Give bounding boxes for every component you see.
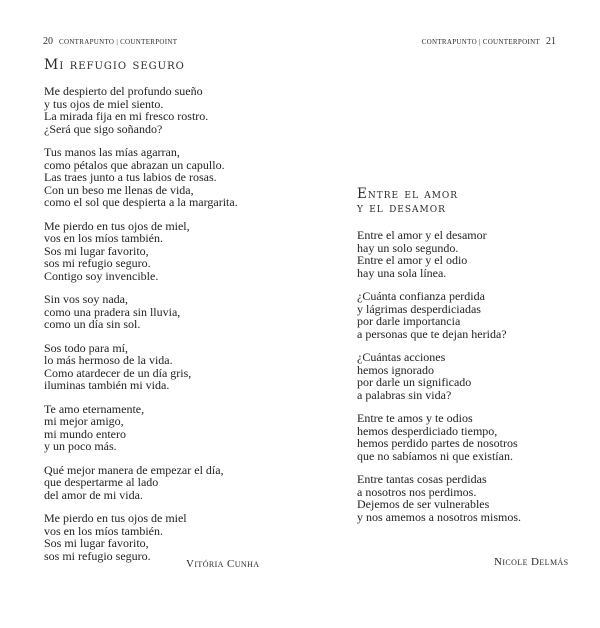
stanza bbox=[44, 342, 238, 392]
poem-line: ¿Cuántas acciones bbox=[357, 350, 446, 364]
poem-line: vos en los míos también. bbox=[44, 231, 163, 245]
poem-line: Me pierdo en tus ojos de miel, bbox=[44, 218, 190, 233]
poem-line: Te amo eternamente, bbox=[44, 401, 145, 416]
poem-line: Las traes junto a tus labios de rosas. bbox=[44, 170, 217, 184]
poem-line: como pétalos que abrazan un capullo. bbox=[44, 157, 225, 172]
stanza bbox=[44, 85, 238, 135]
poem-line: La mirada fija en mi fresco rostro. bbox=[44, 109, 209, 123]
poem-line: y un poco más. bbox=[44, 439, 117, 453]
right-page bbox=[300, 0, 600, 628]
running-head-text: CONTRAPUNTO | COUNTERPOINT bbox=[59, 38, 178, 46]
poem-line: del amor de mi vida. bbox=[44, 487, 143, 502]
poem-line: Me despierto del profundo sueño bbox=[44, 84, 203, 98]
poem-line: que despertarme al lado bbox=[44, 475, 159, 489]
stanza bbox=[44, 464, 238, 502]
poem-line: Qué mejor manera de empezar el día, bbox=[44, 462, 224, 477]
poem-line: que no sabíamos ni que existían. bbox=[357, 448, 513, 463]
poem-title: Mi refugio seguro bbox=[44, 57, 185, 73]
poem-line: hemos desperdiciado tiempo, bbox=[357, 423, 498, 438]
poem-line: como un día sin sol. bbox=[44, 317, 141, 331]
poem-line: Sin vos soy nada, bbox=[44, 292, 128, 306]
stanza bbox=[357, 473, 521, 523]
poem-author: Vitória Cunha bbox=[186, 558, 260, 570]
running-head-right bbox=[422, 36, 556, 47]
poem-line: Me pierdo en tus ojos de miel bbox=[44, 511, 187, 525]
poem-line: iluminas también mi vida. bbox=[44, 378, 170, 392]
poem-line: Sos mi lugar favorito, bbox=[44, 243, 149, 258]
poem-line: y nos amemos a nosotros mismos. bbox=[357, 509, 521, 524]
poem-line: a palabras sin vida? bbox=[357, 387, 452, 402]
poem-line: Contigo soy invencible. bbox=[44, 268, 159, 283]
stanza bbox=[44, 220, 238, 283]
poem-line: hemos ignorado bbox=[357, 362, 434, 377]
poem-line: Entre el amor y el desamor bbox=[357, 228, 487, 242]
stanza bbox=[44, 512, 238, 562]
stanza bbox=[44, 146, 238, 209]
stanza bbox=[357, 351, 521, 401]
poem-line: mi mundo entero bbox=[44, 426, 126, 441]
poem-line: mi mejor amigo, bbox=[44, 414, 124, 428]
poem-title-line: Entre el amor bbox=[357, 186, 459, 202]
poem-line: Sos mi lugar favorito, bbox=[44, 536, 149, 550]
poem-line: y lágrimas desperdiciadas bbox=[357, 301, 481, 316]
poem-line: Tus manos las mías agarran, bbox=[44, 145, 180, 159]
poem-line: por darle importancia bbox=[357, 314, 461, 328]
poem-line: Con un beso me llenas de vida, bbox=[44, 182, 194, 197]
stanza bbox=[357, 290, 521, 340]
poem-line: hemos perdido partes de nosotros bbox=[357, 436, 518, 450]
poem-line: Dejemos de ser vulnerables bbox=[357, 497, 490, 511]
poem-line: como el sol que despierta a la margarita. bbox=[44, 195, 238, 209]
running-head-left bbox=[43, 36, 177, 47]
poem-author: Nicole Delmás bbox=[494, 556, 569, 568]
poem-line: a nosotros nos perdimos. bbox=[357, 484, 477, 499]
page-number: 21 bbox=[546, 36, 556, 47]
poem-title-line: y el desamor bbox=[357, 200, 446, 216]
poem-line: Entre el amor y el odio bbox=[357, 253, 468, 267]
poem-line: Entre te amos y te odios bbox=[357, 411, 473, 425]
poem-line: y tus ojos de miel siento. bbox=[44, 96, 164, 111]
poem-line: a personas que te dejan herida? bbox=[357, 326, 507, 341]
page-number: 20 bbox=[43, 36, 53, 47]
poem-line: Sos todo para mí, bbox=[44, 340, 128, 355]
poem-title bbox=[357, 187, 537, 215]
poem-body bbox=[44, 85, 238, 573]
running-head-text: CONTRAPUNTO | COUNTERPOINT bbox=[421, 38, 540, 46]
stanza bbox=[44, 293, 238, 331]
poem-line: vos en los míos también. bbox=[44, 523, 163, 538]
poem-line: hay un solo segundo. bbox=[357, 240, 459, 255]
poem-body bbox=[357, 229, 521, 534]
poem-line: ¿Cuánta confianza perdida bbox=[357, 289, 485, 303]
poem-line: como una pradera sin lluvia, bbox=[44, 304, 181, 319]
poem-line: sos mi refugio seguro. bbox=[44, 256, 151, 270]
poem-line: ¿Será que sigo soñando? bbox=[44, 121, 163, 136]
poem-line: sos mi refugio seguro. bbox=[44, 548, 151, 563]
poem-line: Como atardecer de un día gris, bbox=[44, 365, 192, 380]
poem-line: hay una sola línea. bbox=[357, 265, 447, 280]
stanza bbox=[357, 229, 521, 279]
poem-line: por darle un significado bbox=[357, 375, 472, 389]
poem-line: lo más hermoso de la vida. bbox=[44, 353, 173, 367]
stanza bbox=[357, 412, 521, 462]
stanza bbox=[44, 403, 238, 453]
poem-line: Entre tantas cosas perdidas bbox=[357, 472, 487, 486]
